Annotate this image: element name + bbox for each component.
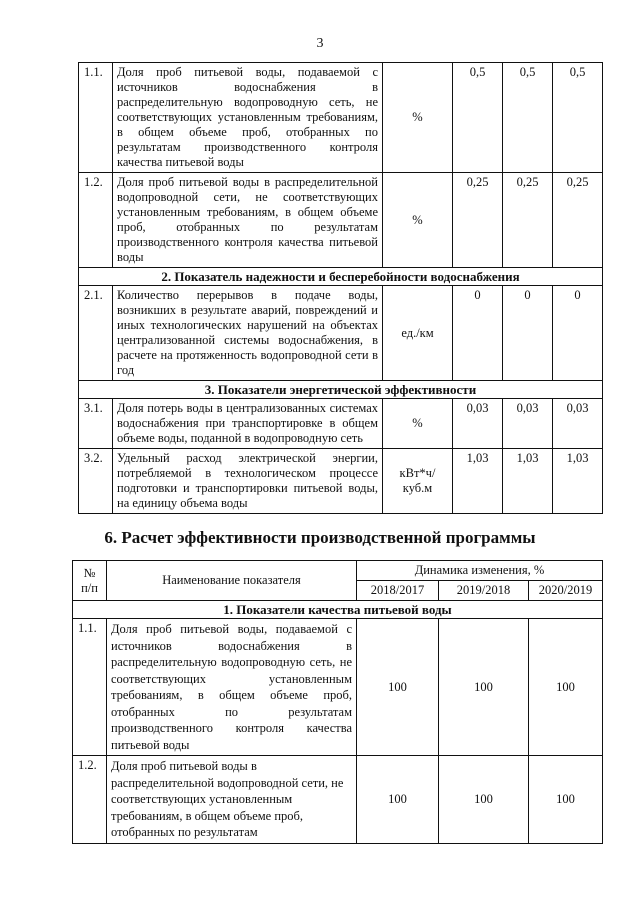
header-year: 2020/2019: [529, 581, 603, 601]
value-cell: 0,25: [553, 173, 603, 268]
value-cell: 0,03: [503, 399, 553, 449]
section-title: 3. Показатели энергетической эффективности: [79, 381, 603, 399]
indicator-name: Доля проб питьевой воды в распределительной водопроводной сети, не соответствующих установленным требованиям, в общем объеме проб, отобранных по результатам: [107, 756, 357, 844]
indicator-unit: ед./км: [383, 286, 453, 381]
header-number: № п/п: [73, 561, 107, 601]
row-number: 3.1.: [79, 399, 113, 449]
table-row: [79, 173, 603, 268]
indicator-name: Количество перерывов в подаче воды, возникших в результате аварий, повреждений и иных технологических нарушений на объектах централизованной системы водоснабжения, в расчете на протяженность водопроводной сети в год: [113, 286, 383, 381]
indicator-name: Доля проб питьевой воды, подаваемой с источников водоснабжения в распределительную водопроводную сеть, не соответствующих установленным требованиям, в общем объеме проб, отобранных по результатам производственного контроля качества питьевой воды: [107, 619, 357, 756]
table-row: [79, 399, 603, 449]
value-cell: 0,5: [553, 63, 603, 173]
value-cell: 0,03: [553, 399, 603, 449]
value-cell: 1,03: [553, 449, 603, 514]
value-cell: 100: [357, 619, 439, 756]
indicator-unit: %: [383, 399, 453, 449]
value-cell: 100: [439, 756, 529, 844]
header-indicator-name: Наименование показателя: [107, 561, 357, 601]
table-row: [73, 756, 603, 844]
page-number: 3: [316, 36, 324, 51]
value-cell: 1,03: [453, 449, 503, 514]
efficiency-table: [72, 560, 603, 844]
indicator-name: Доля потерь воды в централизованных системах водоснабжения при транспортировке в общем объеме воды, поданной в водопроводную сеть: [113, 399, 383, 449]
row-number: 3.2.: [79, 449, 113, 514]
section-heading: 6. Расчет эффективности производственной программы: [104, 528, 536, 547]
value-cell: 0,5: [453, 63, 503, 173]
row-number: 1.2.: [79, 173, 113, 268]
indicator-unit: %: [383, 173, 453, 268]
value-cell: 100: [529, 756, 603, 844]
header-row: [73, 561, 603, 581]
value-cell: 0: [553, 286, 603, 381]
value-cell: 100: [357, 756, 439, 844]
row-number: 1.1.: [73, 619, 107, 756]
indicator-name: Доля проб питьевой воды, подаваемой с источников водоснабжения в распределительную водопроводную сеть, не соответствующих установленным требованиям, в общем объеме проб, отобранных по результатам производственного контроля качества питьевой воды: [113, 63, 383, 173]
table-row: [79, 286, 603, 381]
indicator-name: Удельный расход электрической энергии, потребляемой в технологическом процессе подготовки и транспортировки питьевой воды, на единицу объема воды: [113, 449, 383, 514]
value-cell: 0,25: [503, 173, 553, 268]
value-cell: 0,5: [503, 63, 553, 173]
header-year: 2019/2018: [439, 581, 529, 601]
section-title: 1. Показатели качества питьевой воды: [73, 601, 603, 619]
section-header-row: [73, 601, 603, 619]
value-cell: 0,25: [453, 173, 503, 268]
value-cell: 100: [439, 619, 529, 756]
indicator-name: Доля проб питьевой воды в распределительной водопроводной сети, не соответствующих установленным требованиям, в общем объеме проб, отобранных по результатам производственного контроля качества питьевой воды: [113, 173, 383, 268]
value-cell: 0: [453, 286, 503, 381]
value-cell: 0,03: [453, 399, 503, 449]
table-row: [73, 619, 603, 756]
header-dynamics: Динамика изменения, %: [357, 561, 603, 581]
row-number: 2.1.: [79, 286, 113, 381]
indicator-unit: %: [383, 63, 453, 173]
value-cell: 0: [503, 286, 553, 381]
table-row: [79, 63, 603, 173]
section-header-row: [79, 381, 603, 399]
indicator-unit: кВт*ч/ куб.м: [383, 449, 453, 514]
row-number: 1.2.: [73, 756, 107, 844]
table-row: [79, 449, 603, 514]
header-year: 2018/2017: [357, 581, 439, 601]
value-cell: 1,03: [503, 449, 553, 514]
indicators-table: [78, 62, 603, 514]
row-number: 1.1.: [79, 63, 113, 173]
section-title: 2. Показатель надежности и бесперебойности водоснабжения: [79, 268, 603, 286]
value-cell: 100: [529, 619, 603, 756]
section-header-row: [79, 268, 603, 286]
